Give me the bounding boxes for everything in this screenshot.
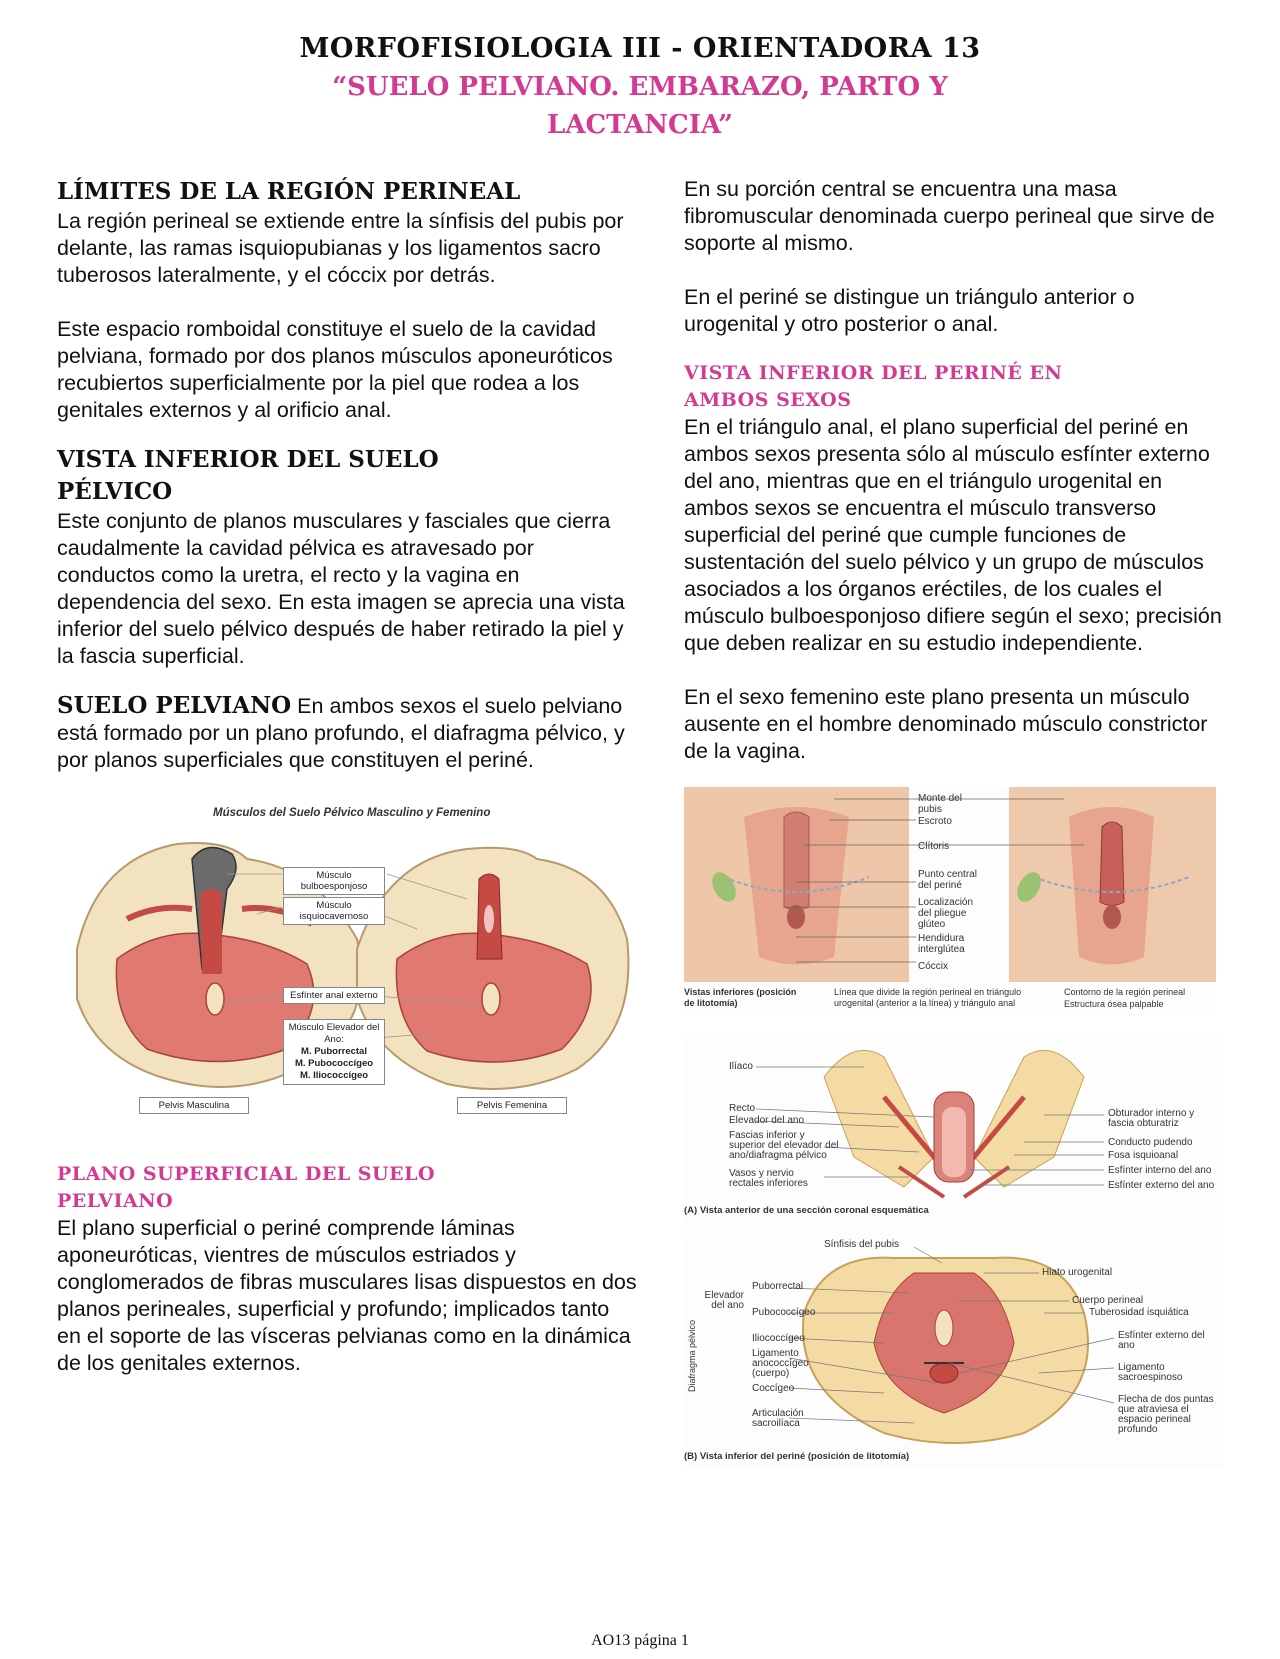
section-heading-plano-superficial: PLANO SUPERFICIAL DEL SUELO PELVIANO xyxy=(57,1163,435,1212)
female-pelvis-drawing xyxy=(357,848,628,1089)
figure-caption-b: (B) Vista inferior del periné (posición de litotomía) xyxy=(684,1451,910,1462)
label-esfinter-ext-ano: Esfínter externo del ano xyxy=(1118,1330,1205,1351)
label-bulboesponjoso: Músculo bulboesponjoso xyxy=(283,867,385,895)
legend-line: Línea que divide la región perineal en triángulo urogenital (anterior a la línea) y triángulo anal xyxy=(834,987,1022,1008)
figure-caption: Vistas inferiores (posición de litotomía) xyxy=(684,987,797,1008)
figure-coronal-section xyxy=(684,1037,1224,1227)
figure-inferior-perineum xyxy=(684,1233,1224,1468)
label-pliegue-gluteo: Localización del pliegue glúteo xyxy=(918,897,974,930)
label-esfinter-interno: Esfínter interno del ano xyxy=(1108,1165,1212,1176)
label-pubococcigeo-2: Pubococcígeo xyxy=(752,1307,816,1318)
label-obturador: Obturador interno y fascia obturatriz xyxy=(1108,1108,1195,1129)
label-pelvis-femenina: Pelvis Femenina xyxy=(457,1097,567,1114)
section-heading-vista-inferior: VISTA INFERIOR DEL SUELO PÉLVICO xyxy=(57,446,439,505)
label-escroto: Escroto xyxy=(918,816,952,827)
pelvis-illustration xyxy=(57,799,635,1139)
paragraph-suelo-pelviano xyxy=(57,692,637,774)
legend-contorno: Contorno de la región perineal xyxy=(1064,987,1186,997)
label-vasos: Vasos y nervio rectales inferiores xyxy=(729,1168,808,1189)
label-isquiocavernoso: Músculo isquiocavernoso xyxy=(283,897,385,925)
label-coccix: Cóccix xyxy=(918,961,949,972)
label-esfinter-anal: Esfínter anal externo xyxy=(283,987,385,1004)
label-iliococcigeo-2: Iliococcígeo xyxy=(752,1333,805,1344)
label-flecha: Flecha de dos puntas que atraviesa el espacio perineal profundo xyxy=(1118,1394,1214,1435)
label-recto: Recto xyxy=(729,1103,756,1114)
legend-osea: Estructura ósea palpable xyxy=(1064,999,1164,1009)
label-pudendo: Conducto pudendo xyxy=(1108,1137,1193,1148)
left-column xyxy=(57,176,637,1404)
page-footer: AO13 página 1 xyxy=(591,1632,689,1649)
label-hiato: Hiato urogenital xyxy=(1042,1267,1113,1278)
label-pelvis-masculina: Pelvis Masculina xyxy=(139,1097,249,1114)
label-esfinter-externo: Esfínter externo del ano xyxy=(1108,1180,1215,1191)
label-elevador-ano-2: Elevador del ano xyxy=(729,1115,805,1126)
section-heading-limites: LÍMITES DE LA REGIÓN PERINEAL xyxy=(57,178,521,205)
label-anococcigeo: Ligamento anococcígeo (cuerpo) xyxy=(752,1348,809,1379)
label-tuberosidad: Tuberosidad isquiática xyxy=(1089,1307,1189,1318)
label-iliaco: Ilíaco xyxy=(729,1061,753,1072)
label-pubococcigeo: M. Pubococcígeo xyxy=(294,1058,374,1069)
label-puborrectal-2: Puborrectal xyxy=(752,1281,804,1292)
figure-pelvic-floor-muscles xyxy=(57,799,635,1139)
inline-heading-suelo-pelviano: SUELO PELVIANO xyxy=(57,692,292,719)
label-fascias: Fascias inferior y superior del elevador del ano/diafragma pélvico xyxy=(729,1130,839,1161)
paragraph: El plano superficial o periné comprende láminas aponeuróticas, vientres de músculos estriados y conglomerados de fibras musculares lisas dispuestos en dos planos perineales, superficial y profundo; implicados tanto en el soporte de las vísceras pelvianas como en la dinámica de los genitales externos. xyxy=(57,1216,637,1375)
document-title: MORFOFISIOLOGIA III - ORIENTADORA 13 xyxy=(299,33,981,64)
label-sacroiliaca: Articulación sacroilíaca xyxy=(752,1408,804,1429)
label-puborrectal: M. Puborrectal xyxy=(301,1046,367,1057)
label-elevador-title: Músculo Elevador del Ano: xyxy=(288,1022,380,1045)
label-iliococcigeo: M. Iliococcígeo xyxy=(299,1070,369,1081)
paragraph: Este conjunto de planos musculares y fasciales que cierra caudalmente la cavidad pélvica es atravesado por conductos como la uretra, el recto y la vagina en dependencia del sexo. En esta imagen se aprecia una vista inferior del suelo pélvico después de haber retirado la piel y la fascia superficial. xyxy=(57,509,625,668)
paragraph: La región perineal se extiende entre la sínfisis del pubis por delante, las ramas isquiopubianas y los ligamentos sacro tuberosos lateralmente, y el cóccix por detrás. xyxy=(57,209,624,287)
label-monte-pubis: Monte del pubis xyxy=(918,793,962,815)
label-elevador-ano xyxy=(283,1019,385,1085)
figure-caption-a: (A) Vista anterior de una sección coronal esquemática xyxy=(684,1205,929,1216)
label-coccigeo: Coccígeo xyxy=(752,1383,795,1394)
document-header xyxy=(0,30,1280,144)
paragraph: En el triángulo anal, el plano superficial del periné en ambos sexos presenta sólo al músculo esfínter externo del ano, mientras que en el triángulo urogenital en ambos sexos se encuentra el músculo transverso superficial del periné que cumple funciones de sustentación del suelo pélvico y un grupo de músculos asociados a los órganos eréctiles, de los cuales el músculo bulboesponjoso difiere según el sexo; precisión que deben realizar en su estudio independiente. xyxy=(684,415,1222,655)
label-punto-central: Punto central del periné xyxy=(918,869,977,891)
label-sacroespinoso: Ligamento sacroespinoso xyxy=(1118,1362,1183,1383)
document-subtitle: “SUELO PELVIANO. EMBARAZO, PARTO Y LACTANCIA” xyxy=(332,72,948,140)
paragraph: En el periné se distingue un triángulo anterior o urogenital y otro posterior o anal. xyxy=(684,285,1135,336)
label-elevador-ano-3: Elevador del ano xyxy=(704,1290,744,1311)
paragraph: Este espacio romboidal constituye el suelo de la cavidad pelviana, formado por dos planos músculos aponeuróticos recubiertos superficialmente por la piel que rodea a los genitales externos y al orificio anal. xyxy=(57,317,613,422)
figure-title: Músculos del Suelo Pélvico Masculino y Femenino xyxy=(213,807,491,819)
right-column xyxy=(684,176,1224,1468)
paragraph: En el sexo femenino este plano presenta un músculo ausente en el hombre denominado músculo constrictor de la vagina. xyxy=(684,685,1208,763)
figure-perineum-surface-views xyxy=(684,787,1216,1015)
section-heading-vista-perine: VISTA INFERIOR DEL PERINÉ EN AMBOS SEXOS xyxy=(684,362,1063,411)
paragraph-text: En ambos sexos el suelo pelviano está formado por un plano profundo, el diafragma pélvico, y por planos superficiales que constituyen el periné. xyxy=(57,694,625,772)
label-fosa: Fosa isquioanal xyxy=(1108,1150,1179,1161)
label-diafragma-pelvico: Diafragma pélvico xyxy=(687,1319,698,1393)
label-hendidura: Hendidura interglútea xyxy=(918,933,965,955)
label-cuerpo-perineal: Cuerpo perineal xyxy=(1072,1295,1144,1306)
label-clitoris: Clítoris xyxy=(918,841,950,852)
label-sinfisis: Sínfisis del pubis xyxy=(824,1239,900,1250)
paragraph: En su porción central se encuentra una masa fibromuscular denominada cuerpo perineal que sirve de soporte al mismo. xyxy=(684,177,1215,255)
